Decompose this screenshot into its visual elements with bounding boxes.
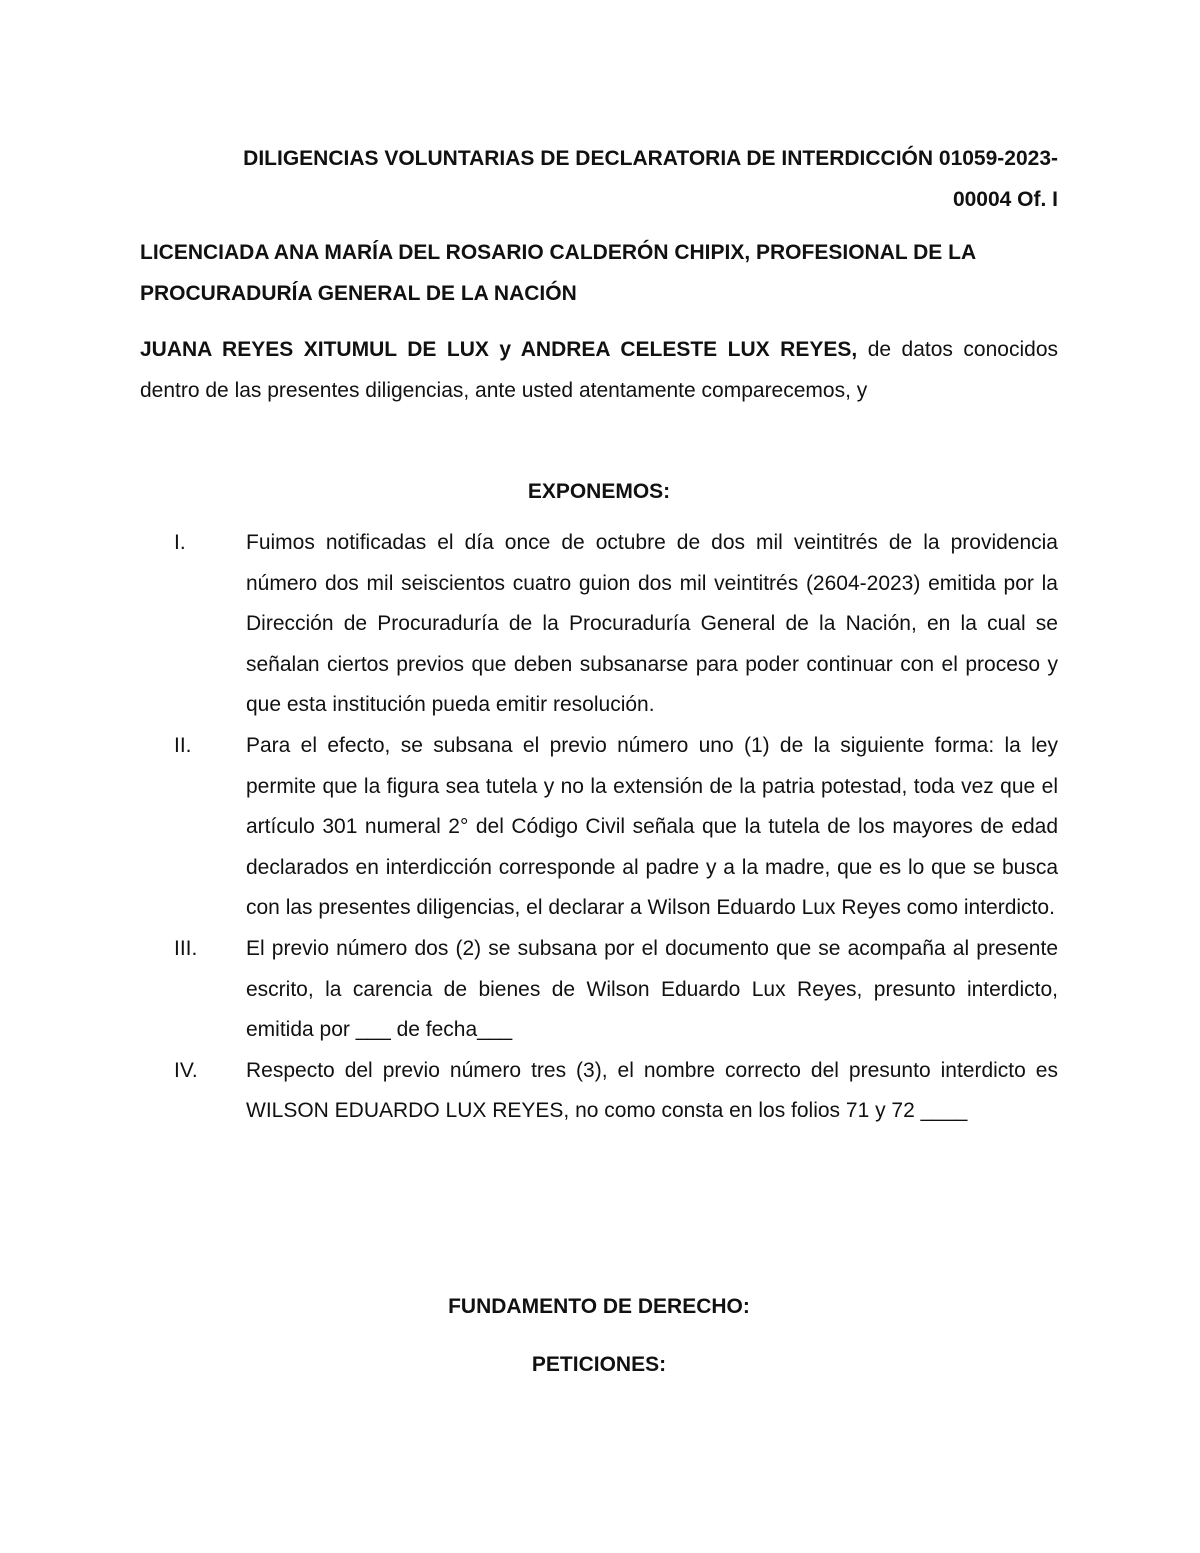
intro-text: de datos conocidos dentro de las presentes diligencias, ante usted atentamente comparecemos, y <box>140 338 1058 402</box>
list-item <box>140 929 1058 1051</box>
section-heading-exponemos: EXPONEMOS: <box>527 480 671 503</box>
section-heading-fundamento: FUNDAMENTO DE DERECHO: <box>448 1295 750 1318</box>
petitioner-names: JUANA REYES XITUMUL DE LUX y ANDREA CELESTE LUX REYES, <box>140 338 858 361</box>
title-line-1: DILIGENCIAS VOLUNTARIAS DE DECLARATORIA DE INTERDICCIÓN 01059-2023- <box>243 147 1058 170</box>
list-item-number: II. <box>174 733 192 757</box>
section-heading-peticiones: PETICIONES: <box>531 1353 667 1376</box>
title-line-2: 00004 Of. I <box>952 188 1058 211</box>
list-item-text: Para el efecto, se subsana el previo número uno (1) de la siguiente forma: la ley permite que la figura sea tutela y no la extensión de la patria potestad, toda vez que el artículo 301 numeral 2° del Código Civil señala que la tutela de los mayores de edad declarados en interdicción corresponde al padre y a la madre, que es lo que se busca con las presentes diligencias, el declarar a Wilson Eduardo Lux Reyes como interdicto. <box>246 733 1058 920</box>
list-item-number: III. <box>174 936 198 960</box>
list-item-text: El previo número dos (2) se subsana por el documento que se acompaña al presente escrito, la carencia de bienes de Wilson Eduardo Lux Reyes, presunto interdicto, emitida por ___ de fecha___ <box>246 936 1058 1042</box>
list-item <box>140 726 1058 929</box>
exponemos-list <box>140 523 1058 1132</box>
list-item <box>140 523 1058 726</box>
addressee: LICENCIADA ANA MARÍA DEL ROSARIO CALDERÓN CHIPIX, PROFESIONAL DE LA PROCURADURÍA GENERAL DE LA NACIÓN <box>140 241 976 305</box>
document-title <box>140 138 1058 220</box>
list-item-text: Fuimos notificadas el día once de octubre de dos mil veintitrés de la providencia número dos mil seiscientos cuatro guion dos mil veintitrés (2604-2023) emitida por la Dirección de Procuraduría de la Procuraduría General de la Nación, en la cual se señalan ciertos previos que deben subsanarse para poder continuar con el proceso y que esta institución pueda emitir resolución. <box>246 531 1058 717</box>
list-item-number: I. <box>174 531 186 554</box>
list-item <box>140 1051 1058 1132</box>
list-item-text: Respecto del previo número tres (3), el nombre correcto del presunto interdicto es WILSON EDUARDO LUX REYES, no como consta en los folios 71 y 72 ____ <box>246 1058 1058 1123</box>
list-item-number: IV. <box>174 1058 198 1082</box>
intro-paragraph <box>140 329 1058 411</box>
